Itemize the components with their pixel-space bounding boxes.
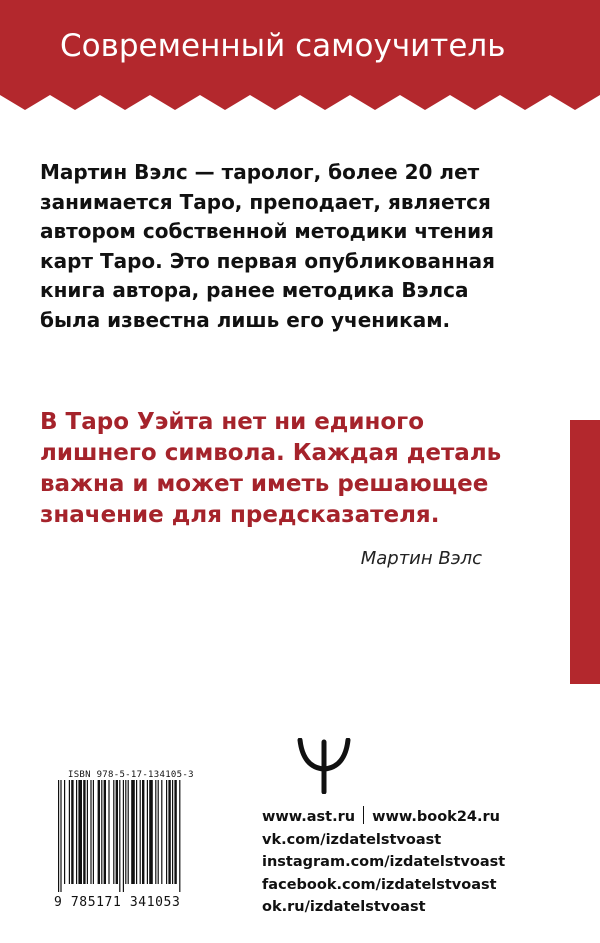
barcode-bar bbox=[158, 780, 159, 884]
barcode-bar bbox=[161, 780, 162, 884]
barcode-bar bbox=[64, 780, 65, 884]
barcode-bar bbox=[93, 780, 94, 884]
barcode-bar bbox=[119, 780, 120, 892]
barcode-bar bbox=[155, 780, 156, 884]
barcode-bar bbox=[69, 780, 70, 884]
quote-line: лишнего символа. Каждая деталь bbox=[40, 440, 502, 466]
barcode-bar bbox=[116, 780, 118, 884]
quote-line: важна и может иметь решающее bbox=[40, 471, 489, 497]
link-vk[interactable]: vk.com/izdatelstvoast bbox=[262, 831, 442, 848]
side-accent-bar bbox=[570, 420, 600, 684]
quote-line: В Таро Уэйта нет ни единого bbox=[40, 409, 425, 435]
bio-line: Мартин Вэлс — таролог, более 20 лет bbox=[40, 160, 480, 184]
bio-line: книга автора, ранее методика Вэлса bbox=[40, 278, 469, 302]
barcode-bar bbox=[78, 780, 82, 884]
barcode-bar bbox=[140, 780, 141, 884]
barcode-bar bbox=[179, 780, 180, 892]
link-ok[interactable]: ok.ru/izdatelstvoast bbox=[262, 899, 426, 915]
bio-line: занимается Таро, преподает, является bbox=[40, 189, 491, 214]
barcode-bar bbox=[76, 780, 77, 884]
barcode bbox=[54, 770, 232, 910]
link-book24[interactable]: www.book24.ru bbox=[372, 809, 500, 825]
isbn-text: ISBN 978-5-17-134105-3 bbox=[68, 770, 194, 780]
barcode-bar bbox=[71, 780, 73, 884]
barcode-bar bbox=[149, 780, 153, 884]
link-ast[interactable]: www.ast.ru bbox=[262, 809, 356, 825]
barcode-bar bbox=[168, 780, 170, 884]
quote-line: значение для предсказателя. bbox=[40, 502, 440, 528]
barcode-bar bbox=[58, 780, 59, 892]
header-banner bbox=[0, 0, 600, 110]
quote-author: Мартин Вэлс bbox=[360, 548, 482, 569]
publisher-links bbox=[262, 806, 505, 919]
barcode-bar bbox=[87, 780, 88, 884]
barcode-bar bbox=[147, 780, 148, 884]
barcode-bars bbox=[54, 780, 232, 892]
link-facebook[interactable]: facebook.com/izdatelstvoast bbox=[262, 876, 497, 893]
barcode-bar bbox=[90, 780, 91, 884]
series-title: Современный самоучитель bbox=[60, 28, 506, 64]
bio-line: автором собственной методики чтения bbox=[40, 219, 494, 243]
divider bbox=[363, 806, 364, 824]
barcode-bar bbox=[166, 780, 167, 884]
barcode-bar bbox=[104, 780, 106, 884]
barcode-bar bbox=[172, 780, 173, 884]
barcode-bar bbox=[108, 780, 109, 884]
bio-line: карт Таро. Это первая опубликованная bbox=[40, 248, 495, 273]
barcode-bar bbox=[131, 780, 135, 884]
barcode-bar bbox=[125, 780, 126, 884]
quote-block bbox=[40, 407, 540, 531]
barcode-bar bbox=[83, 780, 85, 884]
barcode-bar bbox=[101, 780, 102, 884]
barcode-bar bbox=[98, 780, 100, 884]
barcode-bar bbox=[136, 780, 137, 884]
barcode-bar bbox=[142, 780, 144, 884]
author-bio bbox=[40, 158, 540, 335]
psi-trident-icon bbox=[294, 738, 354, 799]
barcode-bar bbox=[60, 780, 61, 892]
barcode-digits: 9 785171 341053 bbox=[54, 895, 181, 910]
link-instagram[interactable]: instagram.com/izdatelstvoast bbox=[262, 854, 506, 870]
barcode-bar bbox=[174, 780, 176, 884]
barcode-bar bbox=[123, 780, 124, 892]
barcode-bar bbox=[113, 780, 114, 884]
bio-line: была известна лишь его ученикам. bbox=[40, 307, 451, 332]
barcode-bar bbox=[128, 780, 129, 884]
